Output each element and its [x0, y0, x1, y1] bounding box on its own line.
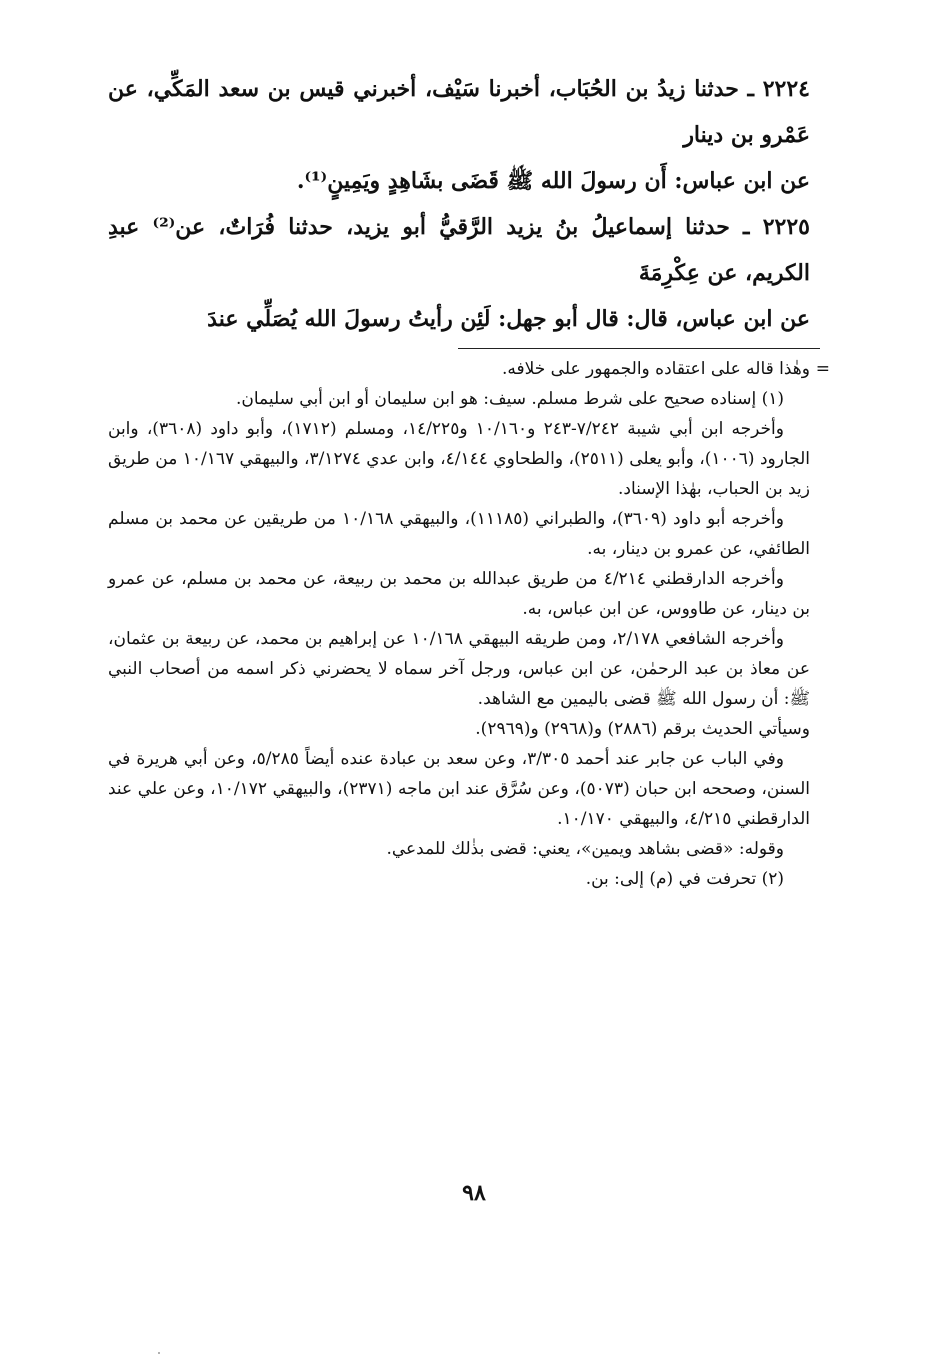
footnote-separator	[108, 344, 810, 354]
continuation-text: وهٰذا قاله على اعتقاده والجمهور على خلافه.	[501, 359, 810, 379]
footnote-1-para-6: وسيأتي الحديث برقم (٢٨٨٦) و(٢٩٦٨) و(٢٩٦٩).	[475, 719, 810, 739]
page-content	[108, 66, 830, 894]
footnote-1-para-8: وقوله: «قضى بشاهد ويمين»، يعني: قضى بذٰلك للمدعي.	[386, 839, 784, 859]
continuation-mark: =	[815, 359, 830, 379]
main-text	[108, 66, 810, 342]
hadith-2225-isnad: ٢٢٢٥ ـ حدثنا إسماعيلُ بنُ يزيد الرَّقيُّ أبو يزيد، حدثنا فُرَاتٌ، عن⁽²⁾ عبدِ الكريم، عن عِكْرِمَةَ	[108, 214, 810, 286]
footnote-1-para-7: وفي الباب عن جابر عند أحمد ٣/٣٠٥، وعن سعد بن عبادة عنده أيضاً ٥/٢٨٥، وعن أبي هريرة في السنن، وصححه ابن حبان (٥٠٧٣)، وعن سُرَّق عند ابن ماجه (٢٣٧١)، والبيهقي ١٠/١٧٢، وعن علي عند الدارقطني ٤/٢١٥، والبيهقي ١٠/١٧٠.	[108, 749, 811, 829]
footnote-1-para-2: وأخرجه ابن أبي شيبة ٧/٢٤٢-٢٤٣ و١٠/١٦٠ و١٤/٢٢٥، ومسلم (١٧١٢)، وأبو داود (٣٦٠٨)، وابن الجارود (١٠٠٦)، وأبو يعلى (٢٥١١)، والطحاوي ٤/١٤٤، وابن عدي ٣/١٢٧٤، والبيهقي ١٠/١٦٧ من طريق زيد بن الحباب، بهٰذا الإسناد.	[108, 419, 810, 499]
scan-speck	[158, 1352, 160, 1354]
footnote-1-para-1: (١) إسناده صحيح على شرط مسلم. سيف: هو ابن سليمان أو ابن أبي سليمان.	[235, 389, 784, 409]
footnote-continuation	[108, 354, 830, 384]
hadith-2224-isnad: ٢٢٢٤ ـ حدثنا زيدُ بن الحُبَاب، أخبرنا سَيْف، أخبرني قيس بن سعد المَكِّي، عن عَمْرو بن دينار	[108, 76, 810, 148]
hadith-2224-matn: عن ابن عباس: أَن رسولَ الله ﷺ قَضَى بشَاهِدٍ ويَمِينٍ⁽¹⁾.	[296, 168, 810, 194]
page-number: ٩٨	[462, 1180, 486, 1206]
hadith-2225-matn: عن ابن عباس، قال: قال أبو جهل: لَئِن رأيتُ رسولَ الله يُصَلِّي عندَ	[207, 306, 810, 332]
footnote-1-para-5: وأخرجه الشافعي ٢/١٧٨، ومن طريقه البيهقي ١٠/١٦٨ عن إبراهيم بن محمد، عن ربيعة بن عثمان، عن معاذ بن عبد الرحمٰن، عن ابن عباس، ورجل آخر سماه لا يحضرني ذكر اسمه من أصحاب النبي ﷺ: أن رسول الله ﷺ قضى باليمين مع الشاهد.	[108, 629, 810, 709]
footnote-2: (٢) تحرفت في (م) إلى: بن.	[585, 869, 784, 889]
footnote-divider-line	[458, 348, 820, 349]
footnote-1-para-4: وأخرجه الدارقطني ٤/٢١٤ من طريق عبدالله بن محمد بن ربيعة، عن محمد بن مسلم، عن عمرو بن دينار، عن طاووس، عن ابن عباس، به.	[108, 569, 810, 619]
footnote-1-para-3: وأخرجه أبو داود (٣٦٠٩)، والطبراني (١١١٨٥)، والبيهقي ١٠/١٦٨ من طريقين عن محمد بن مسلم الطائفي، عن عمرو بن دينار، به.	[108, 509, 810, 559]
footnotes	[108, 354, 830, 894]
